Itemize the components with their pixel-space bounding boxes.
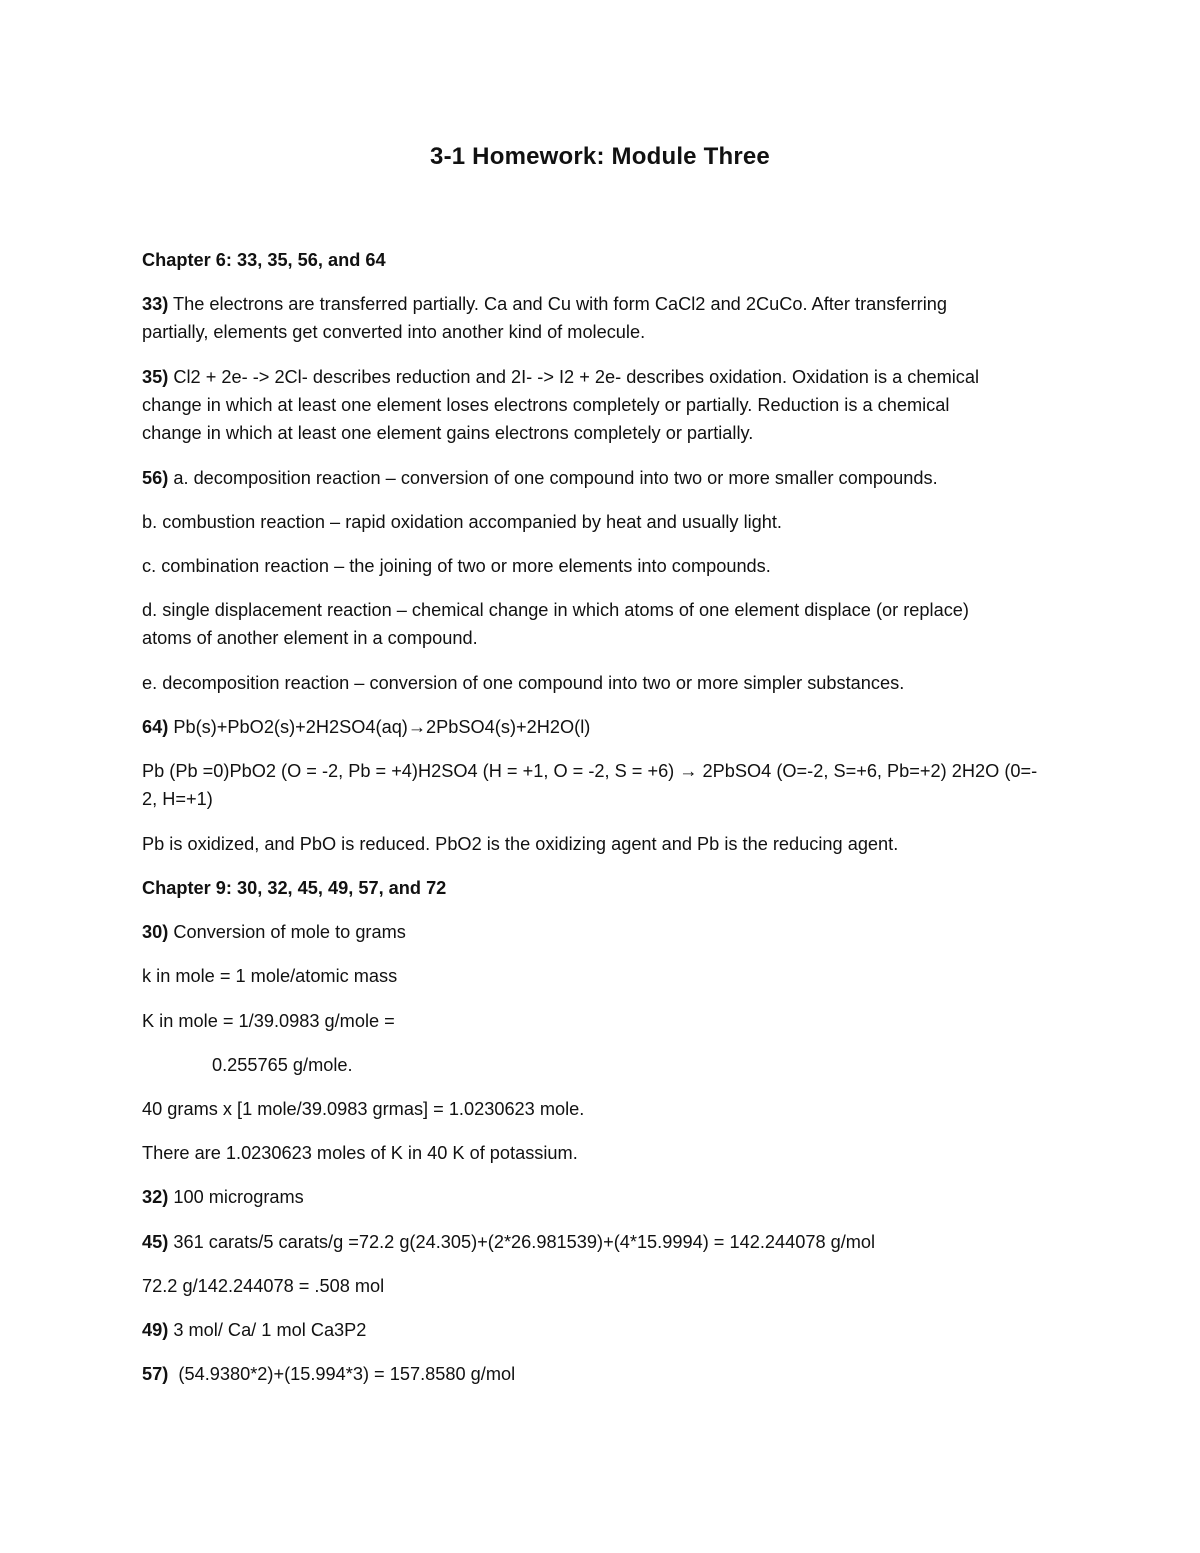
- question-number: 35): [142, 367, 169, 387]
- answer-56-d-line-2: atoms of another element in a compound.: [142, 628, 478, 648]
- answer-text: 3 mol/ Ca/ 1 mol Ca3P2: [168, 1320, 367, 1340]
- answer-text: 361 carats/5 carats/g =72.2 g(24.305)+(2*26.981539)+(4*15.9994) = 142.244078 g/mol: [168, 1232, 876, 1252]
- question-number: 57): [142, 1364, 169, 1384]
- question-number: 64): [142, 717, 169, 737]
- answer-56-a: [142, 464, 1072, 492]
- answer-64-oxidation-line-1: Pb (Pb =0)PbO2 (O = -2, Pb = +4)H2SO4 (H = +1, O = -2, S = +6) → 2PbSO4 (O=-2, S=+6, Pb=+2) 2H2O (0=-: [142, 761, 1038, 781]
- answer-30-line-3: 0.255765 g/mole.: [212, 1055, 353, 1075]
- answer-35-line-3: change in which at least one element gains electrons completely or partially.: [142, 423, 754, 443]
- answer-30-line-2: K in mole = 1/39.0983 g/mole =: [142, 1011, 395, 1031]
- answer-64-equation: [142, 713, 1072, 741]
- answer-56-e: e. decomposition reaction – conversion of one compound into two or more simpler substances.: [142, 673, 905, 693]
- question-number: 49): [142, 1320, 169, 1340]
- answer-64-conclusion: Pb is oxidized, and PbO is reduced. PbO2 is the oxidizing agent and Pb is the reducing agent.: [142, 834, 899, 854]
- answer-33-line-1: [142, 290, 1072, 318]
- answer-56-d-line-1: d. single displacement reaction – chemical change in which atoms of one element displace (or replace): [142, 600, 969, 620]
- answer-56-c: c. combination reaction – the joining of two or more elements into compounds.: [142, 556, 771, 576]
- answer-text: 100 micrograms: [168, 1187, 304, 1207]
- answer-33-line-2: partially, elements get converted into another kind of molecule.: [142, 322, 646, 342]
- question-number: 56): [142, 468, 169, 488]
- question-number: 32): [142, 1187, 169, 1207]
- answer-32: [142, 1183, 1072, 1211]
- chapter-6-heading: Chapter 6: 33, 35, 56, and 64: [142, 250, 386, 270]
- question-number: 45): [142, 1232, 169, 1252]
- chapter-9-heading: Chapter 9: 30, 32, 45, 49, 57, and 72: [142, 878, 447, 898]
- answer-45-line-1: [142, 1228, 1072, 1256]
- answer-text: Conversion of mole to grams: [168, 922, 406, 942]
- answer-35-line-1: [142, 363, 1072, 391]
- question-number: 30): [142, 922, 169, 942]
- answer-text: Pb(s)+PbO2(s)+2H2SO4(aq)→2PbSO4(s)+2H2O(l): [168, 717, 591, 737]
- page-title: 3-1 Homework: Module Three: [430, 143, 770, 170]
- question-number: 33): [142, 294, 169, 314]
- answer-49: [142, 1316, 1072, 1344]
- answer-text: Cl2 + 2e- -> 2Cl- describes reduction and 2I- -> I2 + 2e- describes oxidation. Oxidation is a chemical: [168, 367, 980, 387]
- answer-45-line-2: 72.2 g/142.244078 = .508 mol: [142, 1276, 385, 1296]
- answer-30-intro: [142, 918, 1072, 946]
- answer-57: [142, 1360, 1072, 1388]
- answer-35-line-2: change in which at least one element loses electrons completely or partially. Reduction is a chemical: [142, 395, 950, 415]
- answer-30-line-1: k in mole = 1 mole/atomic mass: [142, 966, 398, 986]
- answer-text: The electrons are transferred partially. Ca and Cu with form CaCl2 and 2CuCo. After transferring: [168, 294, 948, 314]
- answer-text: (54.9380*2)+(15.994*3) = 157.8580 g/mol: [168, 1364, 516, 1384]
- answer-64-oxidation-line-2: 2, H=+1): [142, 789, 213, 809]
- answer-56-b: b. combustion reaction – rapid oxidation accompanied by heat and usually light.: [142, 512, 782, 532]
- answer-30-line-4: 40 grams x [1 mole/39.0983 grmas] = 1.0230623 mole.: [142, 1099, 585, 1119]
- answer-30-line-5: There are 1.0230623 moles of K in 40 K of potassium.: [142, 1143, 578, 1163]
- answer-text: a. decomposition reaction – conversion of one compound into two or more smaller compounds.: [168, 468, 938, 488]
